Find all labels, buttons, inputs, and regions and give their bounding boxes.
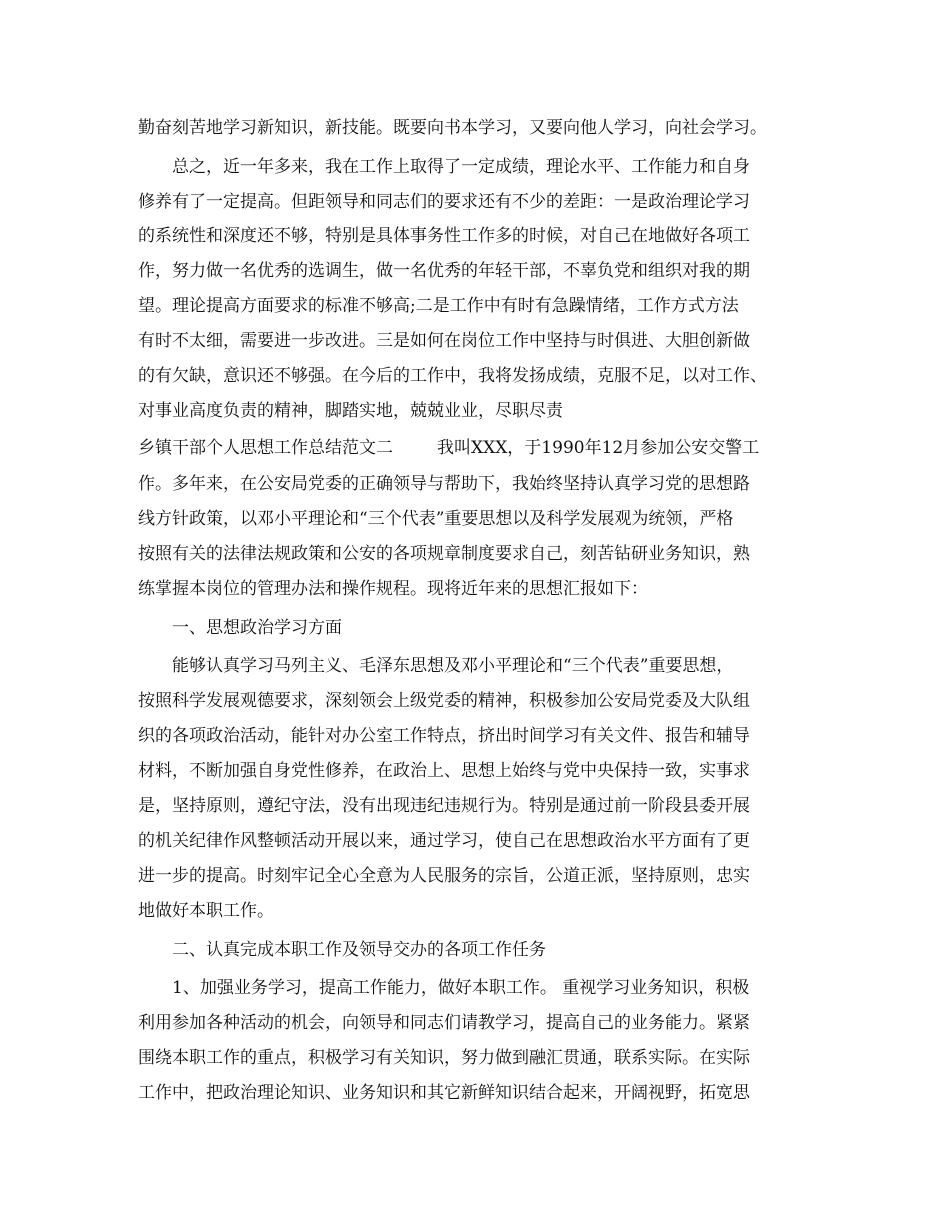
document-subtitle: 乡镇干部个人思想工作总结范文二 [138,438,393,458]
paragraph-line: 的有欠缺，意识还不够强。在今后的工作中，我将发扬成绩，克服不足，以对工作、 [138,366,767,386]
spacer [393,436,437,460]
paragraph-line: 地做好本职工作。 [138,901,274,921]
paragraph-line: 修养有了一定提高。但距领导和同志们的要求还有不少的差距：一是政治理论学习 [138,192,750,212]
paragraph-line: 练掌握本岗位的管理办法和操作规程。现将近年来的思想汇报如下： [138,579,648,599]
paragraph-line: 作，努力做一名优秀的选调生，做一名优秀的年轻干部，不辜负党和组织对我的期 [138,261,750,281]
section-heading: 二、认真完成本职工作及领导交办的各项工作任务 [172,940,546,960]
paragraph-line: 勤奋刻苦地学习新知识，新技能。既要向书本学习，又要向他人学习，向社会学习。 [138,118,767,138]
paragraph-line: 的系统性和深度还不够，特别是具体事务性工作多的时候，对自己在地做好各项工 [138,226,750,246]
paragraph-line: 线方针政策，以邓小平理论和“三个代表”重要思想以及科学发展观为统领，严格 [138,509,734,529]
paragraph-line: 望。理论提高方面要求的标准不够高;二是工作中有时有急躁情绪，工作方式方法 [138,296,739,316]
paragraph-line: 有时不太细，需要进一步改进。三是如何在岗位工作中坚持与时俱进、大胆创新做 [138,331,750,351]
paragraph-line: 织的各项政治活动，能针对办公室工作特点，挤出时间学习有关文件、报告和辅导 [138,726,750,746]
paragraph-line: 利用参加各种活动的机会，向领导和同志们请教学习，提高自己的业务能力。紧紧 [138,1013,750,1033]
section-title-line [138,436,759,460]
paragraph-line: 的机关纪律作风整顿活动开展以来，通过学习，使自己在思想政治水平方面有了更 [138,831,750,851]
paragraph-line: 按照科学发展观德要求，深刻领会上级党委的精神，积极参加公安局党委及大队组 [138,691,750,711]
paragraph-line: 能够认真学习马列主义、毛泽东思想及邓小平理论和“三个代表”重要思想， [172,656,734,676]
paragraph-line: 围绕本职工作的重点，积极学习有关知识，努力做到融汇贯通，联系实际。在实际 [138,1048,750,1068]
paragraph-line: 材料，不断加强自身党性修养，在政治上、思想上始终与党中央保持一致，实事求 [138,761,750,781]
paragraph-line: 总之，近一年多来，我在工作上取得了一定成绩，理论水平、工作能力和自身 [172,157,750,177]
paragraph-line: 进一步的提高。时刻牢记全心全意为人民服务的宗旨，公道正派，坚持原则，忠实 [138,866,750,886]
paragraph-line: 对事业高度负责的精神，脚踏实地，兢兢业业，尽职尽责 [138,401,563,421]
paragraph-line: 1、加强业务学习，提高工作能力，做好本职工作。 重视学习业务知识，积极 [172,978,750,998]
paragraph-line: 作。多年来，在公安局党委的正确领导与帮助下，我始终坚持认真学习党的思想路 [138,474,750,494]
paragraph-text: 我叫XXX，于1990年12月参加公安交警工 [437,438,760,458]
paragraph-line: 是，坚持原则，遵纪守法，没有出现违纪违规行为。特别是通过前一阶段县委开展 [138,796,750,816]
paragraph-line: 工作中，把政治理论知识、业务知识和其它新鲜知识结合起来，开阔视野，拓宽思 [138,1083,750,1103]
section-heading: 一、思想政治学习方面 [172,618,342,638]
paragraph-line: 按照有关的法律法规政策和公安的各项规章制度要求自己，刻苦钻研业务知识，熟 [138,544,750,564]
